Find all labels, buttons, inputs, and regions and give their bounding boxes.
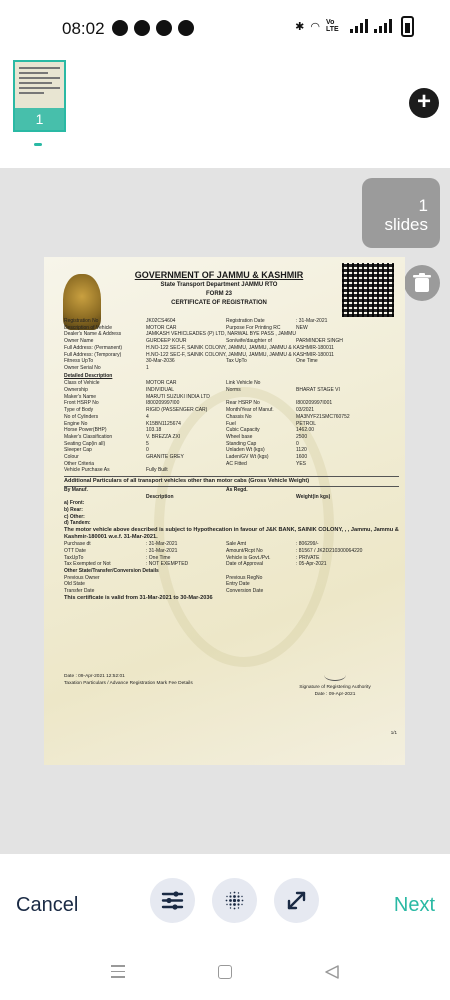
document-row [64,331,399,338]
document-row [64,427,399,434]
document-cell: GRANITE GREY [146,454,184,461]
document-cell: 1 [146,364,149,371]
document-cell: Son/wife/daughter of [226,338,272,345]
document-row [64,318,399,325]
wifi-icon: ◠ [310,20,320,33]
document-certificate: CERTIFICATE OF REGISTRATION [171,300,267,306]
signal-icon-1 [350,19,368,33]
back-button[interactable] [324,964,340,985]
document-row [64,365,399,372]
adjust-button[interactable] [150,878,195,923]
filter-icon [223,889,246,912]
document-cell: One Time [296,358,318,365]
document-cell: 0 [146,447,149,454]
document-cell: Registration Date [226,318,265,324]
document-cell [146,588,226,595]
document-cell: Seating Cap(in all) [64,440,106,447]
document-cell: Ownership [64,387,88,394]
document-cell: : 81567 / JK2D210300064220 [296,547,363,554]
document-cell: Full Address: (Temporary) [64,351,122,358]
trash-icon [413,273,431,293]
document-cell: Transfer Date [64,588,95,595]
document-cell: JK02CS4604 [146,318,176,324]
document-cell: AC Fitted [226,460,247,467]
document-row [64,461,399,468]
document-cell: : 806299/- [296,541,319,548]
document-cell: Colour [64,454,79,461]
expand-icon [285,889,308,912]
document-row [64,581,399,588]
document-cell: Entry Date [226,581,250,588]
document-cell: OTT Date [64,547,86,554]
document-row [64,338,399,345]
document-cell: : 31-Mar-2021 [296,318,328,324]
document-cell: 30-Mar-2036 [146,358,175,365]
document-row [64,394,399,401]
document-row [64,548,399,555]
document-cell: Tax Exempted or Not [64,561,111,568]
document-cell: Rear HSRP No [226,400,260,407]
whatsapp-icon [112,20,128,36]
document-cell: Previous Owner [64,574,100,581]
document-cell: JAMKASH VEHICLEADES (P) LTD, NARWAL BYE PASS , JAMMU [146,331,296,338]
document-row [64,487,399,494]
validity-note: This certificate is valid from 31-Mar-2021 to 30-Mar-2036 [64,594,213,601]
document-cell: Class of Vehicle [64,380,100,387]
document-cell: MOTOR CAR [146,324,177,331]
detailed-heading: Detailed Description [64,372,113,379]
slides-label: slides [384,215,428,234]
expand-button[interactable] [274,878,319,923]
volte-label: Vo LTE [326,19,339,33]
thumbnail-preview [19,67,60,97]
document-footer [64,674,193,687]
document-cell: Vehicle is Govt./Pvt. [226,554,271,561]
slides-badge [362,178,440,248]
document-row [64,352,399,359]
cancel-button[interactable]: Cancel [16,894,79,916]
add-page-button[interactable]: + [409,88,439,118]
document-cell: : One Time [146,554,171,561]
document-cell: Link Vehicle No [226,380,261,387]
document-cell: Month/Year of Manuf. [226,407,274,414]
document-cell: MA3NYF21SMC760752 [296,413,350,420]
document-cell: Laden/GV Wt (kgs) [226,454,269,461]
document-row [64,520,399,527]
document-body [64,318,399,602]
document-cell: Weight(in kgs) [296,493,331,500]
document-row [64,568,399,575]
document-cell: : 31-Mar-2021 [146,541,178,548]
notification-icons [112,20,194,36]
status-right [295,19,392,33]
qr-code [342,263,394,317]
document-cell: No of Cylinders [64,413,99,420]
document-cell: Purchase dt [64,541,91,548]
document-cell: Fully Built [146,467,168,474]
next-button[interactable]: Next [393,894,435,916]
document-cell: As Regd. [226,486,248,493]
page-marker: 1/1 [390,730,397,735]
document-cell: YES [296,460,307,467]
document-cell: Maker's Name [64,393,97,400]
document-row [64,588,399,595]
scanned-document[interactable] [44,257,405,765]
document-row [64,325,399,332]
document-cell: Amount/Rcpt No [226,547,263,554]
document-cell: d) Tandem: [64,520,91,527]
document-cell: TaxUpTo [64,554,84,561]
document-cell: 1462.00 [296,427,315,434]
document-cell [296,380,399,387]
signal-icon-2 [374,19,392,33]
document-cell: H.NO-122 SEC-F, SAINIK COLONY, JAMMU, JAMMU, JAMMU & KASHMIR-180011 [146,344,334,351]
document-row [64,421,399,428]
document-cell: V. BREZZA ZXI [146,433,181,440]
document-row [64,500,399,507]
document-row [64,400,399,407]
document-cell [146,461,226,468]
document-cell: Full Address: (Permanent) [64,344,123,351]
document-cell: I800209997I001 [296,400,333,407]
document-cell: Owner Serial No [64,364,101,371]
document-row [64,358,399,365]
document-cell: Previous RegNo [226,574,263,581]
document-cell: 03/2021 [296,407,315,414]
document-cell: : 05-Apr-2021 [296,561,327,568]
document-cell: Chassis No [226,413,252,420]
document-cell [146,487,226,494]
document-cell: Purpose For Printing RC [226,324,281,331]
document-canvas [0,168,450,854]
taxation-note: Taxation Particulars / Advance Registration Mark Fee Details [64,680,193,686]
document-cell: BHARAT STAGE VI [296,387,340,394]
document-row [64,467,399,474]
document-cell: Maker's Classification [64,433,113,440]
document-row [64,507,399,514]
signature-mark [324,669,346,681]
document-cell: Dealer's Name & Address [64,331,122,338]
document-form: FORM 23 [205,291,232,297]
document-cell: MOTOR CAR [146,380,177,387]
document-cell: Other State/Transfer/Conversion Details [64,567,159,574]
document-cell: b) Rear: [64,506,83,513]
document-cell: Other Criteria [64,460,95,467]
document-cell: Old State [64,581,85,588]
signature-block [290,669,380,698]
document-row [64,441,399,448]
document-cell: K15BN1125674 [146,420,181,427]
document-cell [64,494,146,501]
slides-count: 1 [418,196,428,215]
document-row [64,575,399,582]
document-cell: 4 [146,413,149,420]
document-header [104,269,334,308]
document-cell: Owner Name [64,338,94,345]
document-cell: Fitness UpTo [64,358,94,365]
bottom-toolbar [0,854,450,954]
battery-icon [401,16,414,37]
document-cell: Date of Approval [226,561,263,568]
signature-date: Date : 09-Apr-2021 [314,691,356,697]
document-cell [146,581,226,588]
document-cell: PARMINDER SINGH [296,338,343,345]
document-row [64,541,399,548]
recent-apps-button[interactable] [111,965,125,982]
document-cell: Fuel [226,420,236,427]
document-row [64,454,399,461]
document-cell: 1120 [296,447,307,454]
document-row [64,434,399,441]
document-cell: : PRIVATE [296,554,320,561]
print-date: Date : 09-Apr-2021 12:52:01 [64,674,125,679]
document-cell: Wheel base [226,433,253,440]
document-cell [146,575,226,582]
document-cell: 5 [146,440,149,447]
document-cell: GURDEEP KOUR [146,338,187,345]
document-cell: Vehicle Purchase As [64,467,110,474]
thumbnail-strip [0,58,450,168]
document-cell: Type of Body [64,407,94,414]
page-thumbnail[interactable] [13,60,66,132]
adjust-icon [161,889,184,912]
document-row [64,345,399,352]
heart-icon [178,20,194,36]
document-row [64,447,399,454]
thumbnail-number: 1 [15,108,64,130]
document-cell: 2500 [296,433,308,440]
filter-button[interactable] [212,878,257,923]
document-department: State Transport Department JAMMU RTO [160,282,278,288]
home-button[interactable] [218,965,232,979]
document-cell: Sleeper Cap [64,447,92,454]
document-row [64,380,399,387]
status-time: 08:02 [62,19,105,38]
system-nav-bar [0,954,450,1000]
document-cell: : 31-Mar-2021 [146,547,178,554]
document-cell: Horse Power(BHP) [64,427,107,434]
document-cell: a) Front: [64,500,85,507]
document-cell: MARUTI SUZUKI INDIA LTD [146,393,210,400]
document-row [64,555,399,562]
selected-indicator [34,143,42,146]
back-icon [324,964,340,980]
hypothecation-note: The motor vehicle above described is subject to Hypothecation in favour of J&K BANK, SAINIK COLONY, , , Jammu, Jammu & Kashmir-180001 w.e.f. 31-Mar-2021. [64,527,399,541]
document-row [64,494,399,501]
document-cell: Tax UpTo [226,358,247,365]
document-row [64,414,399,421]
additional-heading: Additional Particulars of all transport vehicles other than motor cabs (Gross Vehicle Weight) [64,476,399,487]
whatsapp-business-icon [134,20,150,36]
document-cell: I800209997I00 [146,400,180,407]
document-cell: Engine No [64,420,88,427]
document-cell: Sale Amt [226,541,247,548]
document-cell: Cubic Capacity [226,427,260,434]
document-cell: H.NO-122 SEC-F, SAINIK COLONY, JAMMU, JAMMU, JAMMU & KASHMIR-180011 [146,351,334,358]
document-cell: Norms [226,387,241,394]
document-cell: Conversion Date [226,588,264,595]
document-cell: Front HSRP No [64,400,99,407]
document-cell: c) Other: [64,513,85,520]
document-cell: Unladen Wt (kgs) [226,447,265,454]
document-cell: RIGID (PASSENGER CAR) [146,407,208,414]
signature-label: Signature of Registering Authority [299,685,371,690]
document-cell: Description of Vehicle [64,324,113,331]
messages-icon [156,20,172,36]
document-cell: 0 [296,440,299,447]
document-cell: Description [146,493,174,500]
document-cell [226,494,296,501]
document-cell: 103.18 [146,427,162,434]
document-cell: 1600 [296,454,308,461]
bluetooth-icon: ✱ [295,20,305,33]
document-cell: Registration No [64,318,99,324]
document-row [64,387,399,394]
document-cell: NEW [296,324,308,331]
document-row [64,561,399,568]
status-bar [0,0,450,58]
document-cell: PETROL [296,420,317,427]
document-cell: By Manuf. [64,486,88,493]
document-row [64,407,399,414]
document-cell: INDIVIDUAL [146,387,175,394]
document-row [64,514,399,521]
document-cell: : NOT EXEMPTED [146,561,189,568]
document-cell: Standing Cap [226,440,257,447]
delete-button[interactable] [404,265,440,301]
document-title: GOVERNMENT OF JAMMU & KASHMIR [134,270,304,280]
